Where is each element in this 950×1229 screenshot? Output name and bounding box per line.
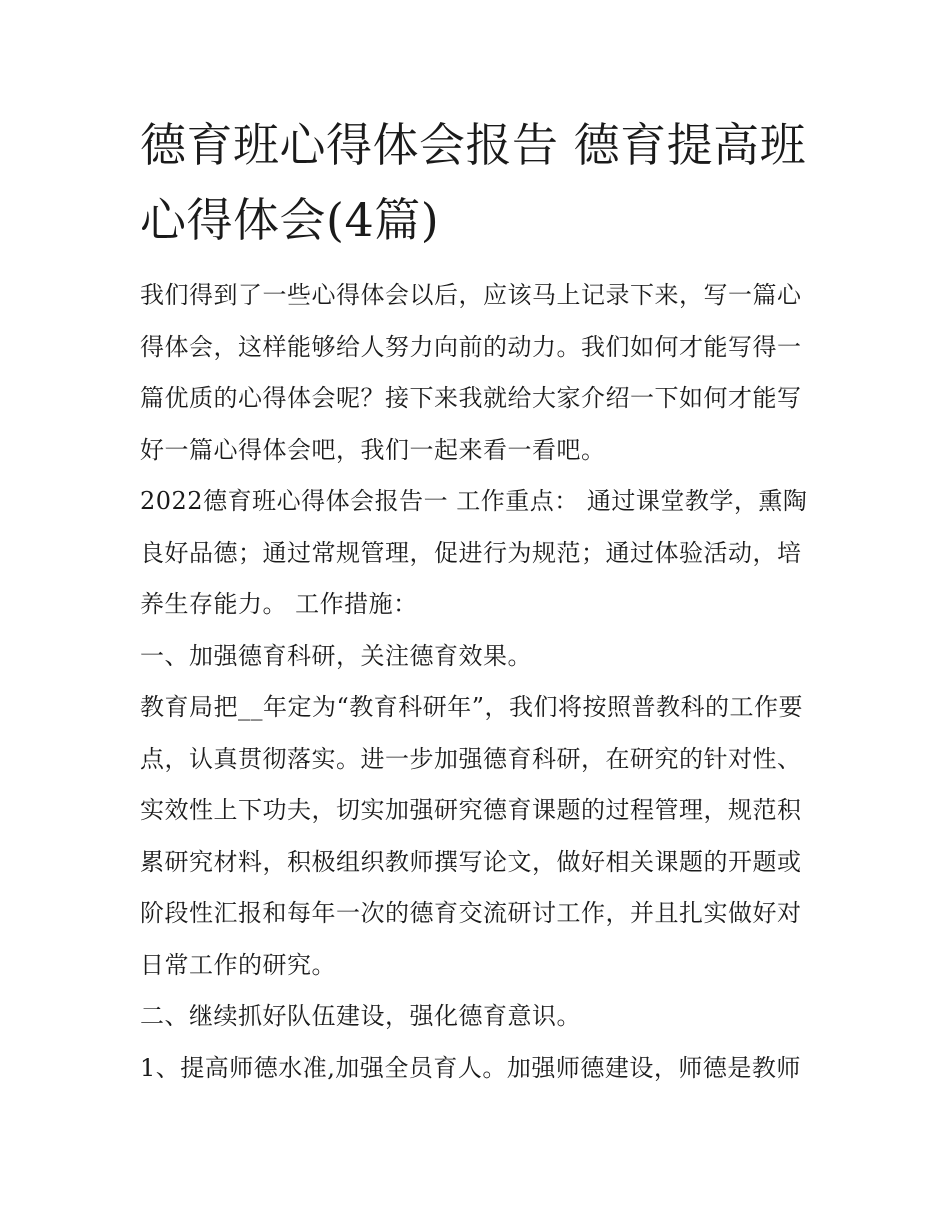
paragraph-teacher-ethics: 1、提高师德水准,加强全员育人。加强师德建设，师德是教师 bbox=[140, 1053, 801, 1082]
section-heading-two: 二、继续抓好队伍建设，强化德育意识。 bbox=[140, 1002, 581, 1030]
paragraph-report-one: 2022德育班心得体会报告一 工作重点： 通过课堂教学，熏陶良好品德；通过常规管理，促进行为规范；通过体验活动，培养生存能力。 工作措施： bbox=[140, 487, 808, 618]
section-heading-one: 一、加强德育科研，关注德育效果。 bbox=[140, 641, 532, 670]
document-page bbox=[140, 108, 816, 1094]
paragraph-intro: 我们得到了一些心得体会以后，应该马上记录下来，写一篇心得体会，这样能够给人努力向前的动力。我们如何才能写得一篇优质的心得体会呢？接下来我就给大家介绍一下如何才能写好一篇心得体会吧，我们一起来看一看吧。 bbox=[140, 281, 802, 464]
document-title: 德育班心得体会报告 德育提高班心得体会(4篇) bbox=[140, 118, 807, 247]
paragraph-research: 教育局把__年定为“教育科研年”，我们将按照普教科的工作要点，认真贯彻落实。进一步加强德育科研，在研究的针对性、实效性上下功夫，切实加强研究德育课题的过程管理，规范积累研究材料，积极组织教师撰写论文，做好相关课题的开题或阶段性汇报和每年一次的德育交流研讨工作，并且扎实做好对日常工作的研究。 bbox=[140, 693, 804, 979]
